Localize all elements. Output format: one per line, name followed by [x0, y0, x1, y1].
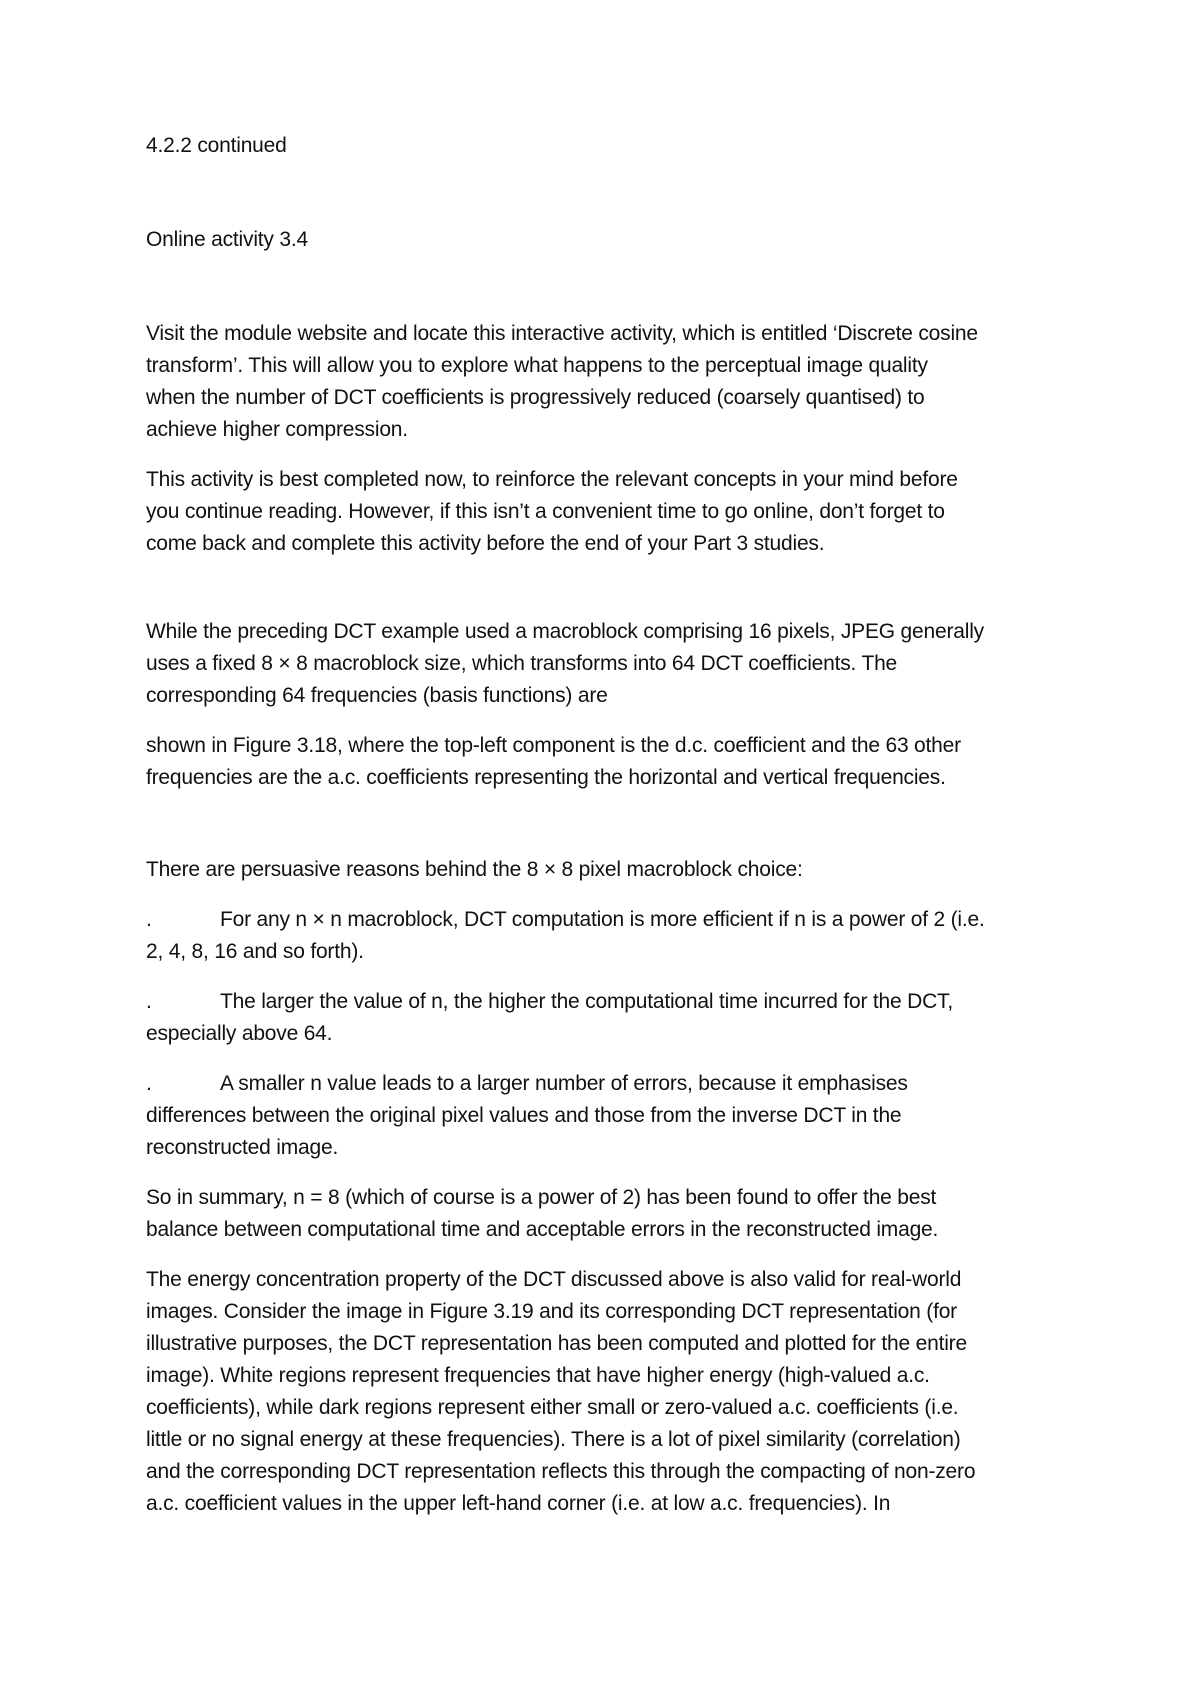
- text-line: shown in Figure 3.18, where the top-left component is the d.c. coefficient and the 63 other: [146, 734, 961, 757]
- activity-title: Online activity 3.4: [146, 228, 308, 251]
- paragraph-activity-intro: [146, 318, 1076, 446]
- text-line: [146, 904, 1076, 936]
- text-line: corresponding 64 frequencies (basis functions) are: [146, 684, 608, 707]
- text-line: a.c. coefficient values in the upper left-hand corner (i.e. at low a.c. frequencies). In: [146, 1492, 891, 1515]
- text-line: balance between computational time and acceptable errors in the reconstructed image.: [146, 1218, 939, 1241]
- bullet-item: [146, 1068, 1076, 1164]
- bullet-text: For any n × n macroblock, DCT computation is more efficient if n is a power of 2 (i.e.: [220, 908, 985, 931]
- paragraph-reasons-intro: [146, 854, 1076, 886]
- text-line: uses a fixed 8 × 8 macroblock size, which transforms into 64 DCT coefficients. The: [146, 652, 898, 675]
- bullet-marker: .: [146, 1072, 152, 1095]
- paragraph-activity-timing: [146, 464, 1076, 560]
- text-line: There are persuasive reasons behind the 8 × 8 pixel macroblock choice:: [146, 858, 803, 881]
- text-line: image). White regions represent frequencies that have higher energy (high-valued a.c.: [146, 1364, 930, 1387]
- text-line: transform’. This will allow you to explore what happens to the perceptual image quality: [146, 354, 928, 377]
- text-line: [146, 1068, 1076, 1100]
- text-line: come back and complete this activity before the end of your Part 3 studies.: [146, 532, 825, 555]
- bullet-marker: .: [146, 908, 152, 931]
- text-line: So in summary, n = 8 (which of course is a power of 2) has been found to offer the best: [146, 1186, 937, 1209]
- text-line: coefficients), while dark regions represent either small or zero-valued a.c. coefficients (i.e.: [146, 1396, 959, 1419]
- text-line: While the preceding DCT example used a macroblock comprising 16 pixels, JPEG generally: [146, 620, 984, 643]
- text-line: illustrative purposes, the DCT representation has been computed and plotted for the entire: [146, 1332, 967, 1355]
- text-line: differences between the original pixel values and those from the inverse DCT in the: [146, 1104, 902, 1127]
- text-line: The energy concentration property of the DCT discussed above is also valid for real-world: [146, 1268, 962, 1291]
- paragraph-jpeg-macroblock: [146, 616, 1076, 712]
- text-line: and the corresponding DCT representation reflects this through the compacting of non-zero: [146, 1460, 976, 1483]
- text-line: images. Consider the image in Figure 3.19 and its corresponding DCT representation (for: [146, 1300, 957, 1323]
- text-line: reconstructed image.: [146, 1136, 339, 1159]
- paragraph-figure-reference: [146, 730, 1076, 794]
- text-line: This activity is best completed now, to reinforce the relevant concepts in your mind before: [146, 468, 958, 491]
- paragraph-energy-concentration: [146, 1264, 1076, 1520]
- text-line: Visit the module website and locate this interactive activity, which is entitled ‘Discrete cosine: [146, 322, 978, 345]
- text-line: you continue reading. However, if this isn’t a convenient time to go online, don’t forget to: [146, 500, 945, 523]
- text-line: especially above 64.: [146, 1022, 333, 1045]
- bullet-marker: .: [146, 990, 152, 1013]
- bullet-item: [146, 986, 1076, 1050]
- bullet-text: The larger the value of n, the higher the computational time incurred for the DCT,: [220, 990, 953, 1013]
- text-line: 2, 4, 8, 16 and so forth).: [146, 940, 364, 963]
- text-line: when the number of DCT coefficients is progressively reduced (coarsely quantised) to: [146, 386, 925, 409]
- paragraph-summary: [146, 1182, 1076, 1246]
- bullet-text: A smaller n value leads to a larger number of errors, because it emphasises: [220, 1072, 908, 1095]
- section-label: 4.2.2 continued: [146, 134, 287, 157]
- text-line: [146, 986, 1076, 1018]
- bullet-item: [146, 904, 1076, 968]
- text-line: frequencies are the a.c. coefficients representing the horizontal and vertical frequencies.: [146, 766, 946, 789]
- text-line: achieve higher compression.: [146, 418, 408, 441]
- page-content: [146, 130, 1076, 1520]
- text-line: little or no signal energy at these frequencies). There is a lot of pixel similarity (correlation): [146, 1428, 961, 1451]
